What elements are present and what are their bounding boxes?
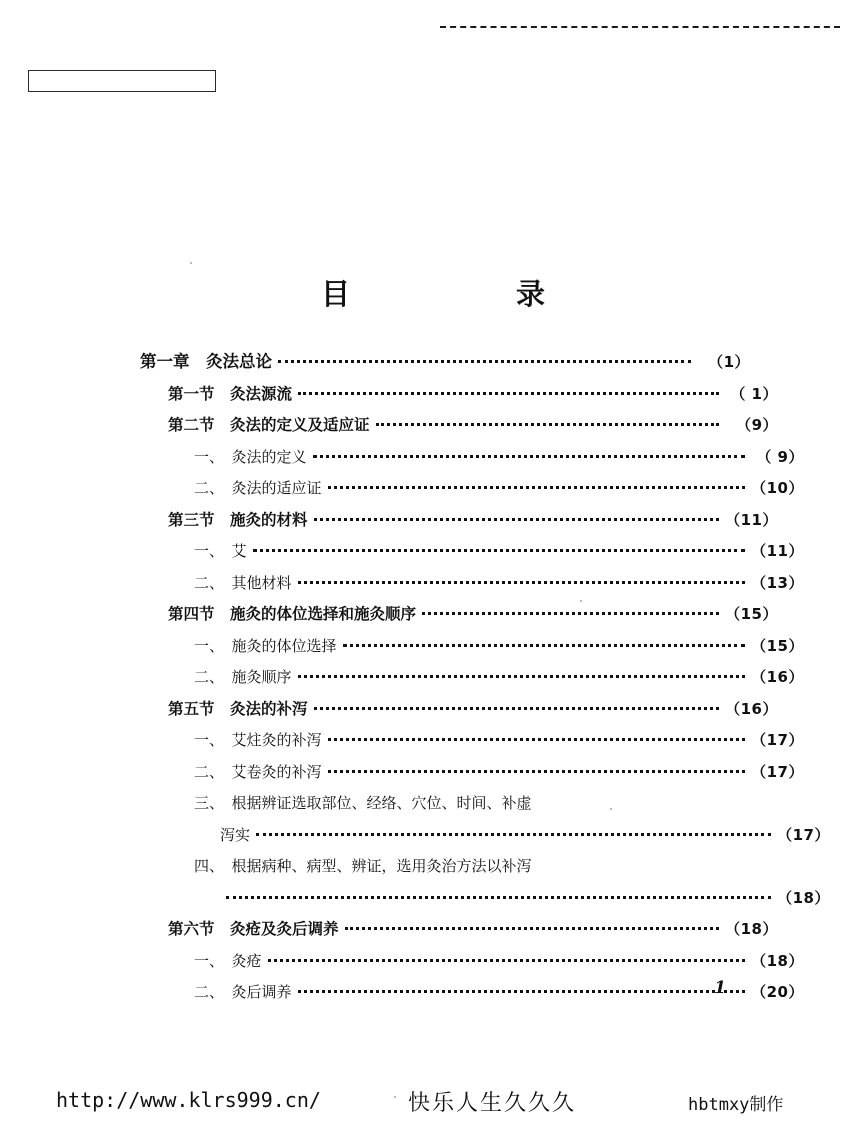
toc-entry-page: （11） xyxy=(751,542,804,560)
footer-watermark xyxy=(0,1082,866,1122)
toc-entry[interactable] xyxy=(140,919,778,939)
toc-entry-label: 一、 施灸的体位选择 xyxy=(194,636,337,655)
toc-entry-label: 二、 施灸顺序 xyxy=(194,668,292,686)
toc-entry-page: （17） xyxy=(777,825,830,844)
toc-entry-page: （20） xyxy=(751,983,804,1001)
toc-entry-page: （10） xyxy=(751,479,804,497)
toc-entry[interactable] xyxy=(140,793,804,813)
toc-entry[interactable] xyxy=(140,352,750,372)
toc-entry-page: （15） xyxy=(725,605,778,623)
toc-entry-label: 二、 灸后调养 xyxy=(194,983,292,1001)
toc-entry[interactable] xyxy=(140,699,778,719)
toc-entry-label: 第六节 灸疮及灸后调养 xyxy=(168,920,339,938)
footer-middle-text: 快乐人生久久久 xyxy=(408,1091,577,1116)
toc-entry[interactable] xyxy=(140,541,804,561)
toc-entry[interactable] xyxy=(140,384,778,404)
toc-leader-dots xyxy=(328,479,745,493)
toc-entry-label: 泻实 xyxy=(220,825,251,844)
toc-entry-label: 一、 灸疮 xyxy=(194,951,262,970)
scan-speckle xyxy=(394,1096,396,1098)
toc-entry[interactable] xyxy=(140,825,830,845)
toc-leader-dots xyxy=(268,952,745,966)
toc-entry-label: 一、 灸法的定义 xyxy=(194,447,307,466)
scan-speckle xyxy=(610,808,612,810)
toc-leader-dots xyxy=(328,731,745,745)
toc-entry-label: 第二节 灸法的定义及适应证 xyxy=(168,416,370,434)
toc-entry-page: （ 9） xyxy=(756,447,804,466)
toc-leader-dots xyxy=(298,983,745,997)
scan-speckle xyxy=(190,262,192,264)
toc-entry[interactable] xyxy=(140,951,804,971)
toc-leader-dots xyxy=(256,826,771,840)
toc-entry-page: （18） xyxy=(777,888,830,907)
toc-leader-dots xyxy=(226,889,771,903)
toc-leader-dots xyxy=(376,416,719,430)
toc-entry-label: 二、 艾卷灸的补泻 xyxy=(194,762,322,781)
page-title: 目 录 xyxy=(320,277,581,311)
toc-entry-page: （9） xyxy=(736,416,778,434)
toc-entry-label: 二、 灸法的适应证 xyxy=(194,479,322,497)
table-of-contents xyxy=(140,352,830,1014)
toc-entry[interactable] xyxy=(140,604,778,624)
toc-entry-page: （16） xyxy=(751,668,804,686)
toc-entry-page: （18） xyxy=(725,920,778,938)
toc-entry[interactable] xyxy=(140,415,778,435)
toc-leader-dots xyxy=(298,668,745,682)
toc-entry[interactable] xyxy=(140,762,804,782)
toc-entry[interactable] xyxy=(140,478,804,498)
toc-entry[interactable] xyxy=(140,636,804,656)
toc-entry[interactable] xyxy=(140,510,778,530)
toc-entry-label: 三、 根据辨证选取部位、经络、穴位、时间、补虚 xyxy=(194,794,532,812)
toc-entry[interactable] xyxy=(140,730,804,750)
toc-entry-label: 第三节 施灸的材料 xyxy=(168,510,308,529)
toc-entry-label: 二、 其他材料 xyxy=(194,573,292,592)
top-dashed-rule xyxy=(440,26,840,28)
toc-entry-page: （13） xyxy=(751,573,804,592)
toc-entry[interactable] xyxy=(140,667,804,687)
toc-leader-dots xyxy=(343,637,745,651)
footer-credit: hbtmxy制作 xyxy=(688,1095,784,1115)
toc-entry-page: （18） xyxy=(751,951,804,970)
toc-entry-page: （ 1） xyxy=(730,384,778,403)
toc-entry[interactable] xyxy=(140,573,804,593)
toc-entry[interactable] xyxy=(140,856,804,876)
toc-entry-label: 第一节 灸法源流 xyxy=(168,384,293,403)
toc-leader-dots xyxy=(298,385,719,399)
toc-leader-dots xyxy=(314,511,719,525)
toc-entry-page: （15） xyxy=(751,636,804,655)
toc-entry-page: （16） xyxy=(725,699,778,718)
toc-entry-label: 第四节 施灸的体位选择和施灸顺序 xyxy=(168,605,417,623)
header-box xyxy=(28,70,216,92)
page-number: 1 xyxy=(714,978,726,998)
toc-leader-dots xyxy=(328,763,745,777)
toc-leader-dots xyxy=(313,448,745,462)
toc-entry-label: 第五节 灸法的补泻 xyxy=(168,699,308,718)
toc-entry-page: （1） xyxy=(708,353,750,371)
toc-entry-label: 一、 艾炷灸的补泻 xyxy=(194,731,322,749)
scan-speckle xyxy=(580,600,582,602)
toc-leader-dots xyxy=(345,920,719,934)
toc-entry-label: 四、 根据病种、病型、辨证，选用灸治方法以补泻 xyxy=(194,857,532,875)
toc-leader-dots xyxy=(253,542,745,556)
toc-leader-dots xyxy=(278,353,691,367)
toc-entry-label: 第一章 灸法总论 xyxy=(140,352,272,371)
toc-entry[interactable] xyxy=(140,447,804,467)
toc-entry[interactable] xyxy=(140,888,830,908)
toc-entry-page: （11） xyxy=(725,510,778,529)
toc-leader-dots xyxy=(314,700,719,714)
toc-entry-page: （17） xyxy=(751,731,804,749)
footer-url: http://www.klrs999.cn/ xyxy=(56,1088,321,1112)
toc-entry-page: （17） xyxy=(751,762,804,781)
toc-entry-label: 一、 艾 xyxy=(194,542,247,560)
toc-leader-dots xyxy=(422,605,719,619)
toc-leader-dots xyxy=(298,574,745,588)
